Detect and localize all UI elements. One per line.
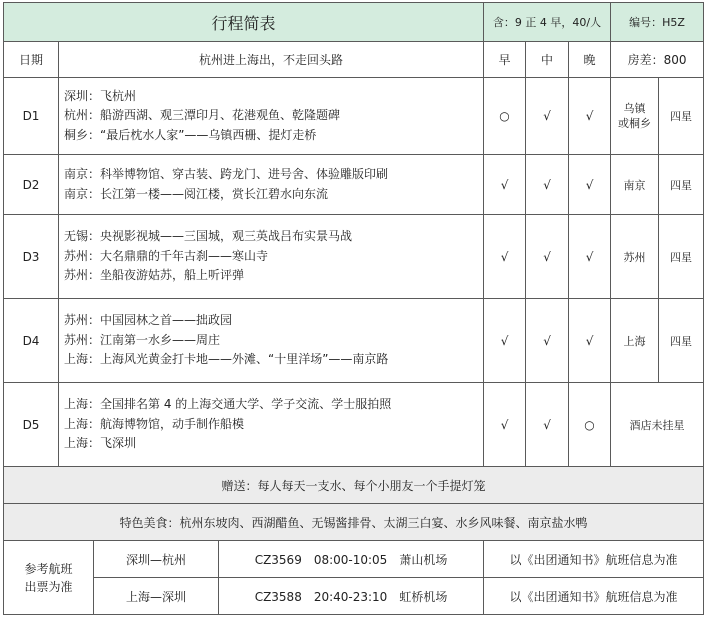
hotel-city: 南京 (611, 155, 659, 215)
day-number: D3 (4, 215, 59, 299)
breakfast-mark: √ (484, 155, 526, 215)
lunch-mark: √ (526, 299, 569, 383)
activity-line: 无锡：央视影视城——三国城，观三英战吕布实景马战 (64, 229, 353, 244)
day-row (4, 299, 704, 383)
hotel-star: 四星 (659, 155, 704, 215)
group-info: 含：9 正 4 早，40/人 (484, 3, 611, 42)
table-title: 行程简表 (4, 3, 484, 42)
activity-line: 苏州：坐船夜游姑苏，船上听评弹 (64, 268, 245, 283)
code-label: 编号：H5Z (611, 3, 704, 42)
flight-note: 以《出团通知书》航班信息为准 (484, 541, 704, 578)
dinner-mark: ○ (569, 383, 611, 467)
activity-line: 桐乡：“最后枕水人家”——乌镇西栅、提灯走桥 (64, 127, 317, 142)
breakfast-mark: √ (484, 215, 526, 299)
hotel-star: 四星 (659, 78, 704, 155)
day-description (59, 299, 484, 383)
itinerary-table (3, 2, 704, 615)
flight-route: 上海—深圳 (94, 578, 219, 615)
breakfast-mark: √ (484, 383, 526, 467)
dinner-mark: √ (569, 299, 611, 383)
lunch-mark: √ (526, 78, 569, 155)
food-text: 特色美食：杭州东坡肉、西湖醋鱼、无锡酱排骨、太湖三白宴、水乡风味餐、南京盐水鸭 (4, 504, 704, 541)
flight-row (4, 541, 704, 578)
date-label: 日期 (4, 42, 59, 78)
day-description (59, 383, 484, 467)
day-number: D1 (4, 78, 59, 155)
activity-line: 深圳：飞杭州 (64, 88, 137, 103)
lunch-mark: √ (526, 383, 569, 467)
day-number: D5 (4, 383, 59, 467)
flight-note: 以《出团通知书》航班信息为准 (484, 578, 704, 615)
day-row (4, 215, 704, 299)
day-number: D4 (4, 299, 59, 383)
day-description (59, 78, 484, 155)
lunch-mark: √ (526, 155, 569, 215)
dinner-mark: √ (569, 78, 611, 155)
activity-line: 上海：航海博物馆，动手制作船模 (64, 416, 245, 431)
hotel-city: 上海 (611, 299, 659, 383)
hotel-star: 四星 (659, 215, 704, 299)
day-row (4, 383, 704, 467)
dinner-mark: √ (569, 155, 611, 215)
gift-row (4, 467, 704, 504)
activity-line: 苏州：中国园林之首——拙政园 (64, 313, 233, 328)
day-description (59, 215, 484, 299)
activity-line: 上海：全国排名第 4 的上海交通大学、学子交流、学士服拍照 (64, 397, 392, 412)
room-diff-label: 房差：800 (611, 42, 704, 78)
subheader-row (4, 42, 704, 78)
lunch-mark: √ (526, 215, 569, 299)
flight-detail: CZ3569 08:00-10:05 萧山机场 (219, 541, 484, 578)
lunch-label: 中 (526, 42, 569, 78)
activity-line: 上海：上海风光黄金打卡地——外滩、“十里洋场”——南京路 (64, 352, 389, 367)
day-number: D2 (4, 155, 59, 215)
hotel-city: 乌镇 或桐乡 (611, 78, 659, 155)
activity-line: 苏州：大名鼎鼎的千年古刹——寒山寺 (64, 248, 269, 263)
route-label: 杭州进上海出，不走回头路 (59, 42, 484, 78)
activity-line: 上海：飞深圳 (64, 436, 137, 451)
hotel-city: 苏州 (611, 215, 659, 299)
activity-line: 南京：科举博物馆、穿古装、跨龙门、进号舍、体验雕版印刷 (64, 167, 389, 181)
flight-label: 参考航班 出票为准 (4, 541, 94, 615)
header-row (4, 3, 704, 42)
flight-row (4, 578, 704, 615)
breakfast-mark: √ (484, 299, 526, 383)
hotel-star: 四星 (659, 299, 704, 383)
dinner-mark: √ (569, 215, 611, 299)
dinner-label: 晚 (569, 42, 611, 78)
itinerary-sheet (3, 2, 703, 615)
flight-detail: CZ3588 20:40-23:10 虹桥机场 (219, 578, 484, 615)
activity-line: 苏州：江南第一水乡——周庄 (64, 332, 221, 347)
activity-line: 南京：长江第一楼——阅江楼，赏长江碧水向东流 (64, 186, 329, 201)
day-row (4, 155, 704, 215)
day-row (4, 78, 704, 155)
breakfast-mark: ○ (484, 78, 526, 155)
gift-text: 赠送：每人每天一支水、每个小朋友一个手提灯笼 (4, 467, 704, 504)
breakfast-label: 早 (484, 42, 526, 78)
day-description (59, 155, 484, 215)
flight-route: 深圳—杭州 (94, 541, 219, 578)
food-row (4, 504, 704, 541)
hotel-note: 酒店未挂星 (611, 383, 704, 467)
activity-line: 杭州：船游西湖、观三潭印月、花港观鱼、乾隆题碑 (64, 108, 341, 123)
